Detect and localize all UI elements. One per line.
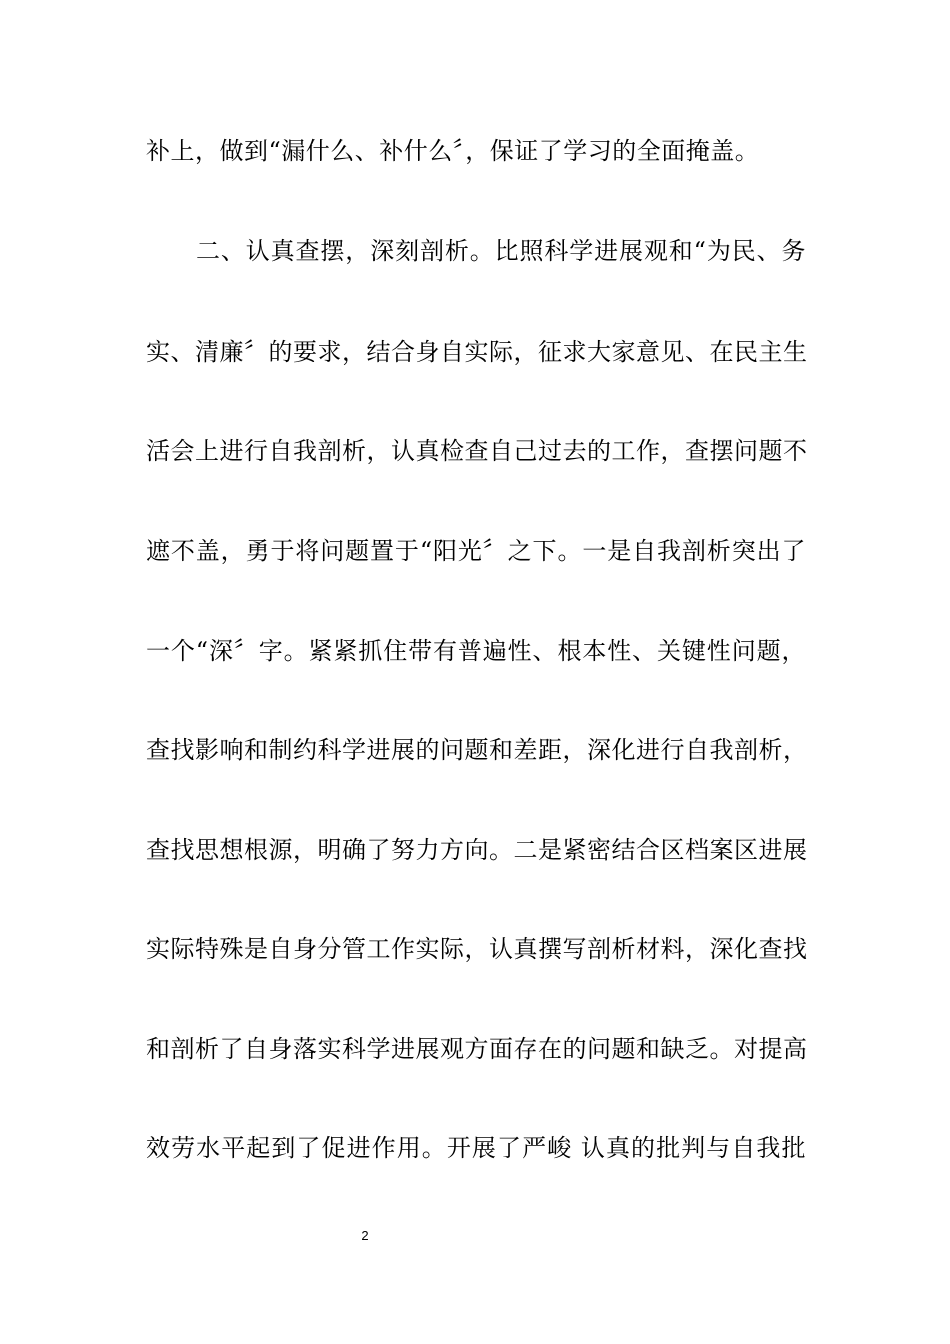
text-line-5: 遮不盖，勇于将问题置于“阳光〞之下。一是自我剖析突出了 (146, 537, 806, 565)
text-line-1: 补上，做到“漏什么、补什么〞，保证了学习的全面掩盖。 (146, 137, 760, 165)
text-line-10: 和剖析了自身落实科学进展观方面存在的问题和缺乏。对提高 (146, 1035, 808, 1063)
text-line-6: 一个“深〞字。紧紧抓住带有普遍性、根本性、关键性问题， (146, 637, 806, 665)
text-line-11: 效劳水平起到了促进作用。开展了严峻 认真的批判与自我批 (146, 1134, 806, 1162)
text-line-7: 查找影响和制约科学进展的问题和差距，深化进行自我剖析， (146, 736, 808, 764)
page-number: 2 (361, 1228, 369, 1243)
text-line-3: 实、清廉〞的要求，结合身自实际，征求大家意见、在民主生 (146, 338, 808, 366)
text-line-9: 实际特殊是自身分管工作实际，认真撰写剖析材料，深化查找 (146, 935, 808, 963)
text-line-4: 活会上进行自我剖析，认真检查自己过去的工作，查摆问题不 (146, 437, 808, 465)
text-line-8: 查找思想根源，明确了努力方向。二是紧密结合区档案区进展 (146, 836, 808, 864)
text-line-2: 二、认真查摆，深刻剖析。比照科学进展观和“为民、务 (196, 237, 806, 265)
